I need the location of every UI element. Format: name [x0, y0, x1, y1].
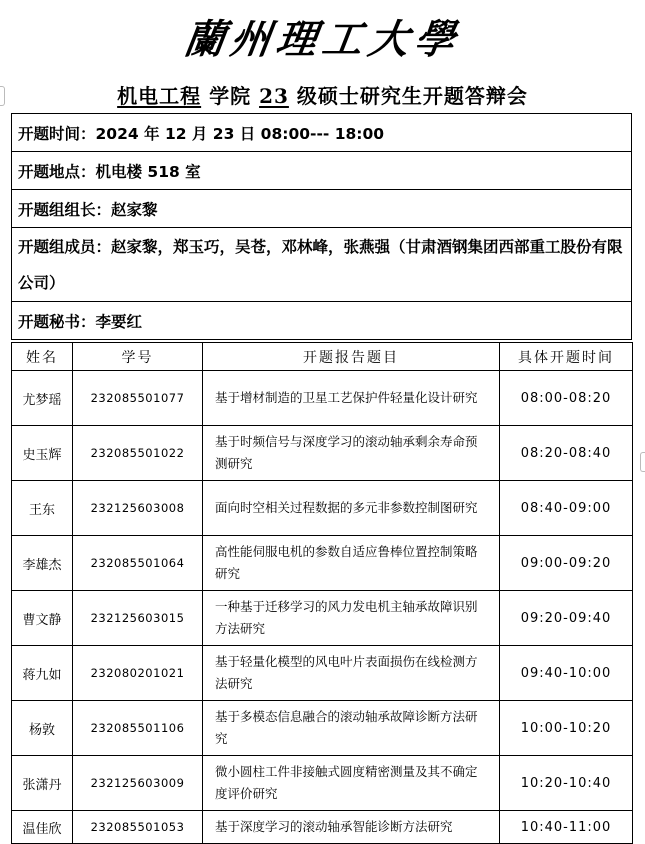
header-name: 姓名	[12, 343, 73, 371]
student-id: 232125603015	[73, 591, 203, 646]
info-table	[11, 113, 632, 340]
report-topic: 基于多模态信息融合的滚动轴承故障诊断方法研究	[203, 701, 500, 756]
student-id: 232085501106	[73, 701, 203, 756]
members-value: 赵家黎，郑玉巧，吴苍，邓林峰，张燕强（甘肃酒钢集团西部重工股份有限公司）	[18, 237, 623, 292]
info-row-place	[12, 152, 632, 190]
table-row	[12, 536, 633, 591]
defense-time: 08:00-08:20	[500, 371, 633, 426]
student-name: 杨敦	[12, 701, 73, 756]
defense-time: 09:40-10:00	[500, 646, 633, 701]
table-row	[12, 756, 633, 811]
student-name: 蒋九如	[12, 646, 73, 701]
student-name: 王东	[12, 481, 73, 536]
college-name: 机电工程	[117, 84, 202, 108]
defense-time: 09:00-09:20	[500, 536, 633, 591]
student-name: 尤梦瑶	[12, 371, 73, 426]
table-row	[12, 481, 633, 536]
student-name: 李雄杰	[12, 536, 73, 591]
university-logo-text: 蘭州理工大學	[180, 16, 464, 63]
defense-time: 08:40-09:00	[500, 481, 633, 536]
secretary-label: 开题秘书：	[18, 312, 96, 331]
info-row-members	[12, 228, 632, 302]
place-label: 开题地点：	[18, 162, 96, 181]
report-topic: 基于轻量化模型的风电叶片表面损伤在线检测方法研究	[203, 646, 500, 701]
info-row-leader	[12, 190, 632, 228]
student-id: 232085501022	[73, 426, 203, 481]
secretary-value: 李要红	[95, 312, 143, 331]
leader-value: 赵家黎	[111, 200, 158, 219]
student-id: 232085501064	[73, 536, 203, 591]
schedule-table	[11, 342, 633, 844]
student-id: 232085501077	[73, 371, 203, 426]
student-name: 张潇丹	[12, 756, 73, 811]
table-row	[12, 646, 633, 701]
place-value: 机电楼 518 室	[95, 162, 201, 181]
time-label: 开题时间：	[18, 124, 96, 143]
header-student-id: 学号	[73, 343, 203, 371]
defense-time: 08:20-08:40	[500, 426, 633, 481]
leader-label: 开题组组长：	[18, 200, 112, 219]
table-row	[12, 701, 633, 756]
schedule-header-row	[12, 343, 633, 371]
info-row-time	[12, 114, 632, 152]
report-topic: 基于深度学习的滚动轴承智能诊断方法研究	[203, 811, 500, 844]
report-topic: 基于时频信号与深度学习的滚动轴承剩余寿命预测研究	[203, 426, 500, 481]
table-row	[12, 811, 633, 844]
student-id: 232125603009	[73, 756, 203, 811]
report-topic: 一种基于迁移学习的风力发电机主轴承故障识别方法研究	[203, 591, 500, 646]
report-topic: 面向时空相关过程数据的多元非参数控制图研究	[203, 481, 500, 536]
info-cell-members	[12, 228, 632, 302]
table-row	[12, 371, 633, 426]
student-name: 温佳欣	[12, 811, 73, 844]
time-value: 2024 年 12 月 23 日 08:00--- 18:00	[95, 124, 385, 143]
info-cell-time	[12, 114, 632, 152]
page-edge-marker-right	[640, 452, 645, 472]
info-cell-leader	[12, 190, 632, 228]
table-row	[12, 426, 633, 481]
defense-time: 09:20-09:40	[500, 591, 633, 646]
report-topic: 高性能伺服电机的参数自适应鲁棒位置控制策略研究	[203, 536, 500, 591]
info-cell-secretary	[12, 302, 632, 340]
table-row	[12, 591, 633, 646]
report-topic: 基于增材制造的卫星工艺保护件轻量化设计研究	[203, 371, 500, 426]
title-college-suffix: 学院	[201, 84, 260, 108]
student-id: 232080201021	[73, 646, 203, 701]
grade-number: 23	[259, 84, 289, 108]
info-row-secretary	[12, 302, 632, 340]
page-title	[0, 80, 645, 109]
student-id: 232085501053	[73, 811, 203, 844]
header-time: 具体开题时间	[500, 343, 633, 371]
title-rest: 级硕士研究生开题答辩会	[288, 84, 528, 108]
header-topic: 开题报告题目	[203, 343, 500, 371]
university-logo	[0, 0, 645, 70]
student-id: 232125603008	[73, 481, 203, 536]
info-cell-place	[12, 152, 632, 190]
defense-time: 10:20-10:40	[500, 756, 633, 811]
report-topic: 微小圆柱工件非接触式圆度精密测量及其不确定度评价研究	[203, 756, 500, 811]
defense-time: 10:40-11:00	[500, 811, 633, 844]
members-label: 开题组成员：	[18, 237, 112, 256]
defense-time: 10:00-10:20	[500, 701, 633, 756]
student-name: 史玉辉	[12, 426, 73, 481]
student-name: 曹文静	[12, 591, 73, 646]
